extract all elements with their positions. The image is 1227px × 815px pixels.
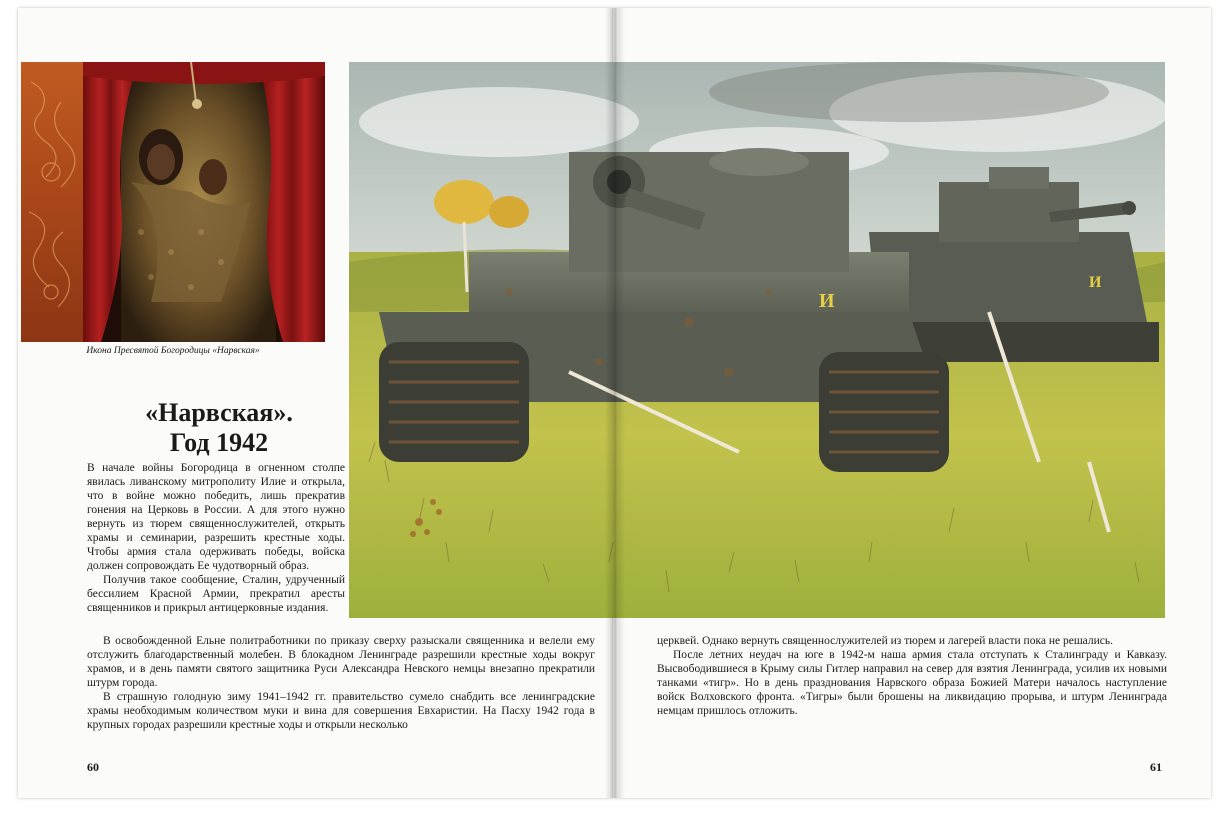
- tank-marking: И: [1089, 274, 1102, 291]
- right-wide-text-column: [657, 634, 1167, 718]
- tank-marking: И: [819, 290, 835, 312]
- book-gutter: [605, 8, 625, 798]
- paragraph: Получив такое сообщение, Сталин, удрученный бессилием Красной Армии, прекратил аресты священников и прикрыл антицерковные издания.: [87, 574, 345, 614]
- narrow-text-column: [87, 461, 345, 615]
- tank-painting: [349, 62, 1165, 618]
- icon-caption: Икона Пресвятой Богородицы «Нарвская»: [86, 346, 260, 356]
- paragraph: В начале войны Богородица в огненном столпе явилась ливанскому митрополиту Илие и открыла, что в войне можно победить, лишь прекратив гонения на Церковь в России. А для этого нужно вернуть из тюрем священнослужителей, открыть храмы и семинарии, разрешить крестные ходы. Чтобы армия стала одерживать победы, войска должен сопровождать Ее чудотворный образ.: [87, 462, 345, 572]
- left-wide-text-column: [87, 634, 595, 732]
- paragraph: В освобожденной Ельне политработники по приказу сверху разыскали священника и велели ему отслужить благодарственный молебен. В блокадном Ленинграде разрешили крестные ходы вокруг храмов, и в день памяти святого защитника Руси Александра Невского немцы внезапно прекратили штурм города.: [87, 635, 595, 689]
- icon-photo: [21, 62, 325, 342]
- paragraph: В страшную голодную зиму 1941–1942 гг. правительство сумело снабдить все ленинградские храмы необходимым количеством муки и вина для совершения Евхаристии. На Пасху 1942 года в крупных городах разрешили крестные ходы и открыли несколько: [87, 691, 595, 731]
- heading-line-2: Год 1942: [169, 428, 269, 457]
- heading-line-1: «Нарвская».: [145, 398, 293, 427]
- paragraph: После летних неудач на юге в 1942-м наша армия стала отступать к Сталинграду и Кавказу. Высвободившиеся в Крыму силы Гитлер направил на север для взятия Ленинграда, усилив их новыми танками «тигр». Но в день празднования Нарвского образа Божией Матери началось наступление войск Волховского фронта. «Тигры» были брошены на ликвидацию прорыва, и штурм Ленинграда немцам пришлось отложить.: [657, 649, 1167, 717]
- paragraph: церквей. Однако вернуть священнослужителей из тюрем и лагерей власти пока не решались.: [657, 635, 1114, 647]
- page-number-right: 61: [1150, 760, 1162, 774]
- ornament-panel: [21, 62, 83, 342]
- page-number-left: 60: [87, 760, 99, 774]
- article-heading: [90, 398, 348, 458]
